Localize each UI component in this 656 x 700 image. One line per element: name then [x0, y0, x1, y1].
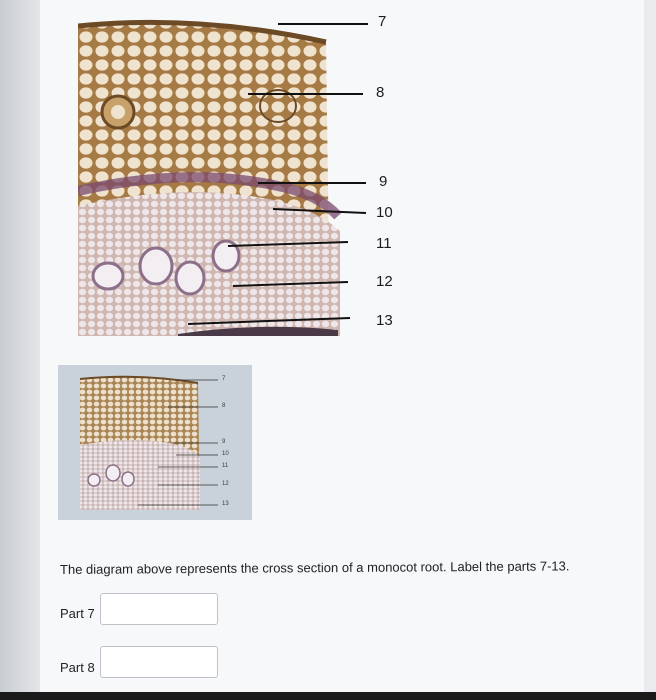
- micrograph-large: [78, 16, 418, 336]
- figure-label-12: 12: [376, 273, 393, 290]
- figure-label-10: 10: [376, 204, 393, 221]
- figure-label-9: 9: [379, 173, 388, 190]
- part-7-label: Part 7: [60, 606, 95, 621]
- thumbnail-label-12: 12: [222, 481, 229, 487]
- thumbnail-label-7: 7: [222, 376, 226, 382]
- question-text: The diagram above represents the cross section of a monocot root. Label the parts 7-13.: [59, 558, 570, 577]
- root-cross-section-large: [78, 16, 418, 336]
- bottom-edge: [0, 692, 656, 700]
- figure-label-11: 11: [376, 235, 392, 252]
- thumbnail-label-9: 9: [222, 439, 226, 445]
- page-shadow: [0, 0, 40, 700]
- thumbnail-label-13: 13: [222, 501, 229, 507]
- thumbnail-label-8: 8: [222, 403, 226, 409]
- part-7-input[interactable]: [100, 593, 218, 625]
- figure-label-8: 8: [376, 84, 385, 101]
- thumbnail-label-11: 11: [222, 463, 229, 469]
- figure-label-7: 7: [378, 13, 387, 30]
- figure-label-13: 13: [376, 312, 393, 329]
- thumbnail-label-10: 10: [222, 451, 229, 457]
- part-8-input[interactable]: [100, 646, 218, 678]
- part-8-label: Part 8: [60, 660, 95, 675]
